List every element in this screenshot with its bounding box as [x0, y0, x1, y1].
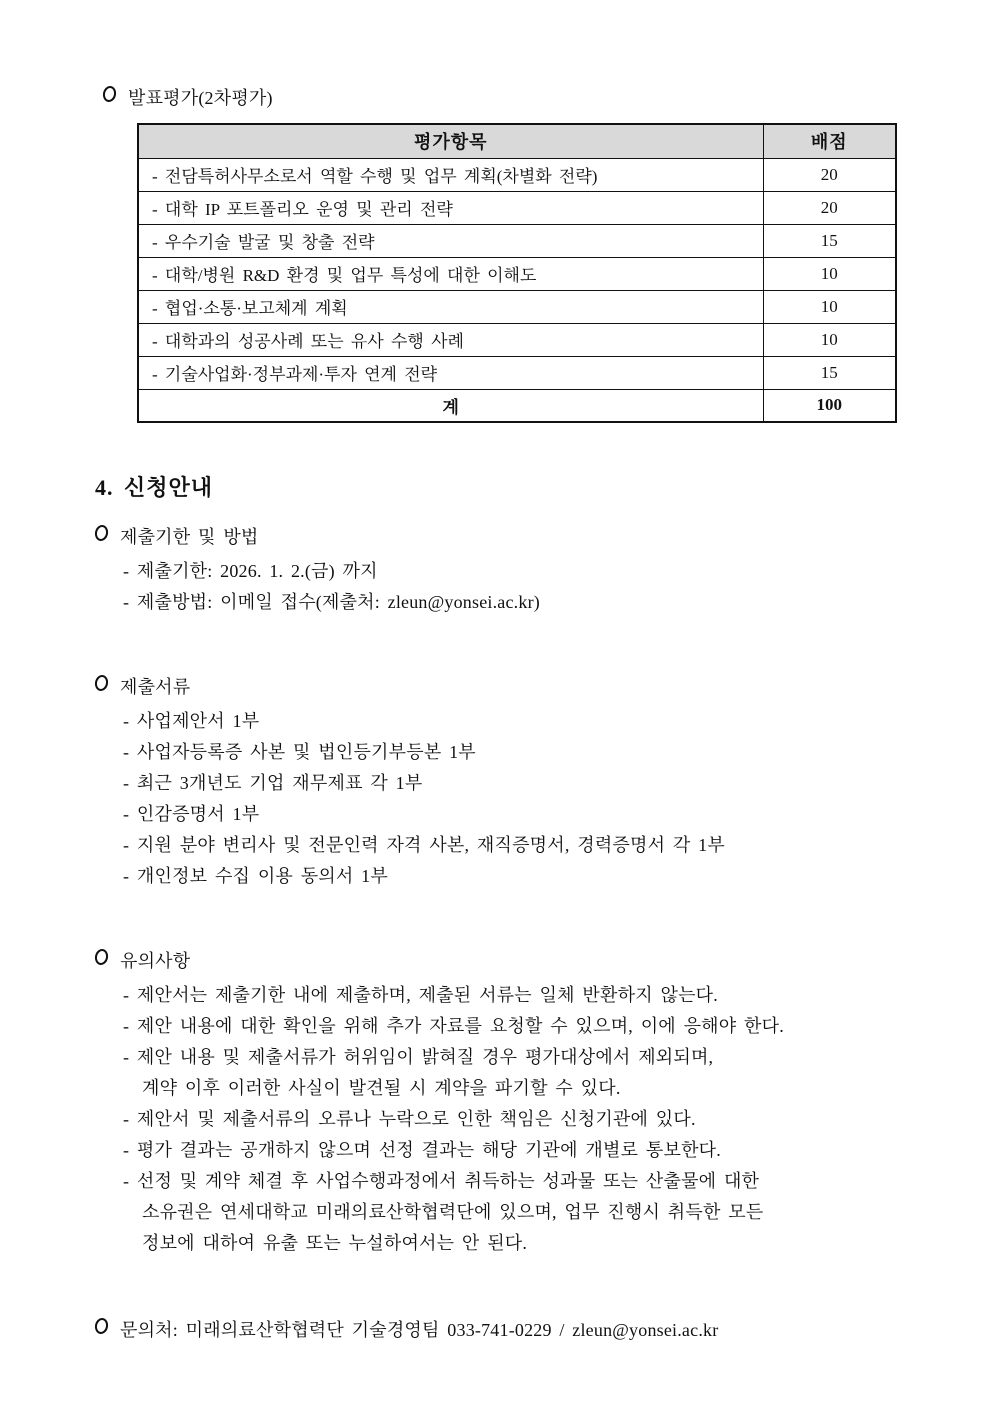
- eval-score-cell: 10: [763, 257, 896, 290]
- list-item: - 최근 3개년도 기업 재무제표 각 1부: [123, 773, 423, 793]
- table-row: [138, 356, 896, 389]
- list-item: - 평가 결과는 공개하지 않으며 선정 결과는 해당 기관에 개별로 통보한다.: [123, 1140, 721, 1160]
- contact-line: [95, 1316, 897, 1342]
- contact-text: 문의처: 미래의료산학협력단 기술경영팀 033-741-0229 / zleun@yonsei.ac.kr: [120, 1320, 719, 1340]
- presentation-eval-heading-label: 발표평가(2차평가): [128, 88, 273, 108]
- list-item: - 제안서는 제출기한 내에 제출하며, 제출된 서류는 일체 반환하지 않는다.: [123, 985, 718, 1005]
- eval-score-cell: 20: [763, 158, 896, 191]
- section-4-title-label: 신청안내: [124, 475, 214, 500]
- list-item: - 제안서 및 제출서류의 오류나 누락으로 인한 책임은 신청기관에 있다.: [123, 1109, 696, 1129]
- eval-item-cell: - 대학과의 성공사례 또는 유사 수행 사례: [138, 323, 763, 356]
- list-item: - 제안 내용 및 제출서류가 허위임이 밝혀질 경우 평가대상에서 제외되며, 계약 이후 이러한 사실이 발견될 시 계약을 파기할 수 있다.: [123, 1047, 714, 1098]
- group-item-list: [123, 706, 897, 892]
- eval-item-cell: - 전담특허사무소로서 역할 수행 및 업무 계획(차별화 전략): [138, 158, 763, 191]
- eval-score-cell: 10: [763, 290, 896, 323]
- group-heading: [95, 947, 897, 973]
- group-heading-label: 유의사항: [120, 951, 191, 971]
- application-groups: [95, 523, 897, 1259]
- presentation-eval-heading: [103, 84, 897, 110]
- list-item: - 제안 내용에 대한 확인을 위해 추가 자료를 요청할 수 있으며, 이에 응해야 한다.: [123, 1016, 784, 1036]
- section-4-title: [95, 471, 897, 502]
- table-total-row: [138, 389, 896, 422]
- circle-bullet-icon: [93, 948, 109, 966]
- circle-bullet-icon: [101, 85, 117, 103]
- evaluation-table: [137, 123, 897, 423]
- list-item: - 개인정보 수집 이용 동의서 1부: [123, 866, 388, 886]
- eval-item-cell: - 우수기술 발굴 및 창출 전략: [138, 224, 763, 257]
- table-row: [138, 257, 896, 290]
- eval-item-cell: - 대학 IP 포트폴리오 운영 및 관리 전략: [138, 191, 763, 224]
- eval-item-cell: - 기술사업화·정부과제·투자 연계 전략: [138, 356, 763, 389]
- table-row: [138, 158, 896, 191]
- list-item: - 지원 분야 변리사 및 전문인력 자격 사본, 재직증명서, 경력증명서 각 1부: [123, 835, 725, 855]
- list-item: - 제출방법: 이메일 접수(제출처: zleun@yonsei.ac.kr): [123, 592, 540, 612]
- column-header-item: 평가항목: [138, 124, 763, 158]
- table-row: [138, 290, 896, 323]
- group-item-list: [123, 556, 897, 618]
- column-header-score: 배점: [763, 124, 896, 158]
- circle-bullet-icon: [93, 524, 109, 542]
- eval-score-cell: 15: [763, 356, 896, 389]
- group-item-list: [123, 980, 897, 1259]
- section-4-number: 4.: [95, 475, 114, 500]
- group-heading-label: 제출기한 및 방법: [120, 527, 259, 547]
- list-item: - 선정 및 계약 체결 후 사업수행과정에서 취득하는 성과물 또는 산출물에 대한 소유권은 연세대학교 미래의료산학협력단에 있으며, 업무 진행시 취득한 모든 정보에 대하여 유출 또는 누설하여서는 안 된다.: [123, 1171, 764, 1253]
- circle-bullet-icon: [93, 674, 109, 692]
- total-value: 100: [763, 389, 896, 422]
- application-group: [95, 947, 897, 1259]
- eval-score-cell: 10: [763, 323, 896, 356]
- eval-score-cell: 20: [763, 191, 896, 224]
- group-heading: [95, 523, 897, 549]
- circle-bullet-icon: [93, 1317, 109, 1335]
- evaluation-table-body: [138, 158, 896, 422]
- application-group: [95, 673, 897, 892]
- list-item: - 제출기한: 2026. 1. 2.(금) 까지: [123, 561, 378, 581]
- eval-item-cell: - 협업·소통·보고체계 계획: [138, 290, 763, 323]
- list-item: - 사업제안서 1부: [123, 711, 260, 731]
- table-row: [138, 191, 896, 224]
- application-group: [95, 523, 897, 618]
- table-row: [138, 224, 896, 257]
- eval-score-cell: 15: [763, 224, 896, 257]
- list-item: - 사업자등록증 사본 및 법인등기부등본 1부: [123, 742, 476, 762]
- group-heading-label: 제출서류: [120, 677, 191, 697]
- group-heading: [95, 673, 897, 699]
- total-label: 계: [138, 389, 763, 422]
- table-row: [138, 323, 896, 356]
- list-item: - 인감증명서 1부: [123, 804, 260, 824]
- eval-item-cell: - 대학/병원 R&D 환경 및 업무 특성에 대한 이해도: [138, 257, 763, 290]
- table-header-row: [138, 124, 896, 158]
